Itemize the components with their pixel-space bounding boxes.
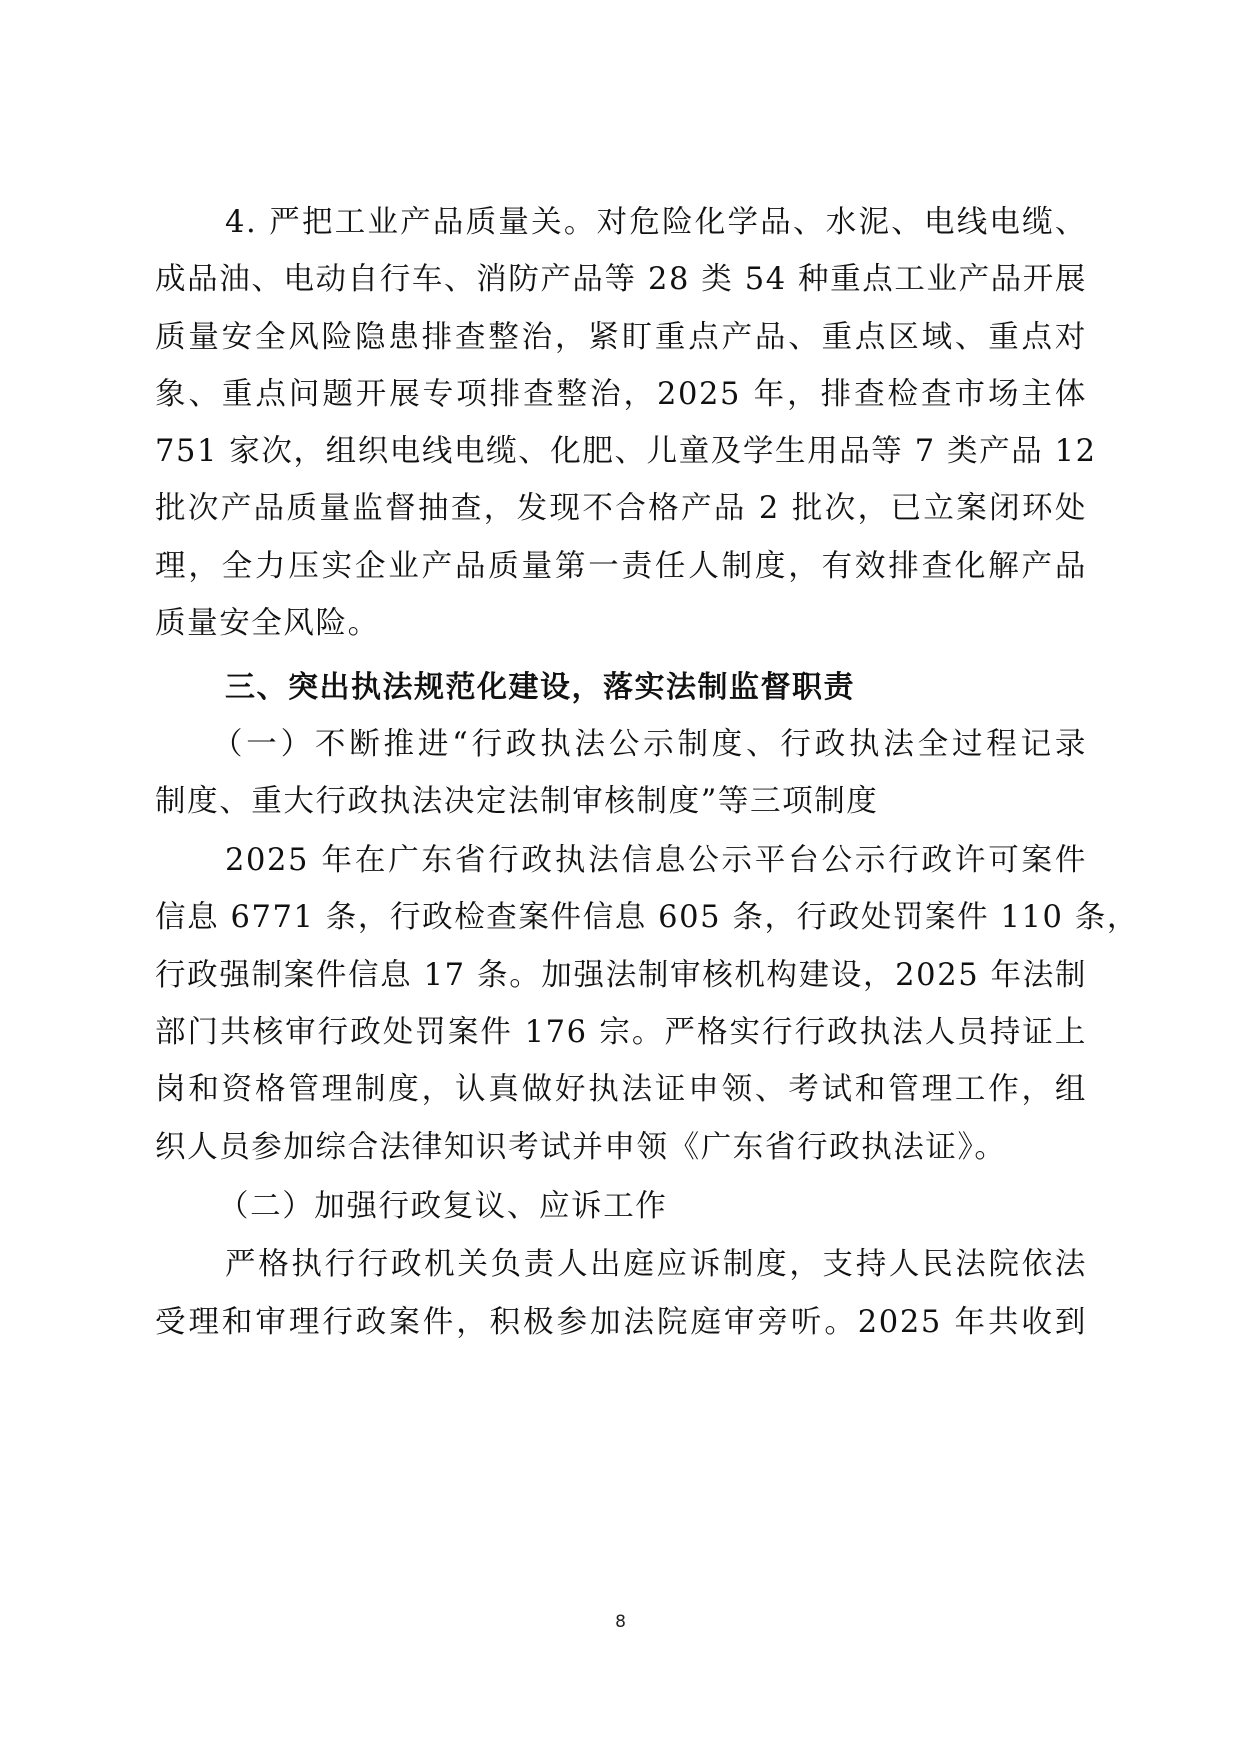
subheading-line: 制度、重大行政执法决定法制审核制度”等三项制度 <box>155 784 879 819</box>
paragraph-line: 象、重点问题开展专项排查整治，2025 年，排查检查市场主体 <box>155 377 1087 412</box>
paragraph-line: 理，全力压实企业产品质量第一责任人制度，有效排查化解产品 <box>155 549 1087 584</box>
section-heading: 三、突出执法规范化建设，落实法制监督职责 <box>225 670 855 705</box>
paragraph-line: 成品油、电动自行车、消防产品等 28 类 54 种重点工业产品开展 <box>155 262 1087 297</box>
paragraph-line: 部门共核审行政处罚案件 176 宗。严格实行行政执法人员持证上 <box>155 1015 1087 1050</box>
paragraph-line: 受理和审理行政案件，积极参加法院庭审旁听。2025 年共收到 <box>155 1305 1087 1340</box>
subheading-line: （二）加强行政复议、应诉工作 <box>218 1189 668 1224</box>
paragraph-line: 751 家次，组织电线电缆、化肥、儿童及学生用品等 7 类产品 12 <box>155 434 1097 469</box>
paragraph-line: 织人员参加综合法律知识考试并申领《广东省行政执法证》。 <box>155 1130 1007 1165</box>
subheading-line: （一）不断推进“行政执法公示制度、行政执法全过程记录 <box>212 727 1087 762</box>
page-number: 8 <box>615 1612 626 1632</box>
paragraph-line: 2025 年在广东省行政执法信息公示平台公示行政许可案件 <box>225 843 1087 878</box>
paragraph-line: 4. 严把工业产品质量关。对危险化学品、水泥、电线电缆、 <box>225 205 1087 240</box>
paragraph-line: 信息 6771 条，行政检查案件信息 605 条，行政处罚案件 110 条， <box>155 900 1140 935</box>
paragraph-line: 批次产品质量监督抽查，发现不合格产品 2 批次，已立案闭环处 <box>155 491 1087 526</box>
paragraph-line: 行政强制案件信息 17 条。加强法制审核机构建设，2025 年法制 <box>155 958 1087 993</box>
paragraph-line: 质量安全风险隐患排查整治，紧盯重点产品、重点区域、重点对 <box>155 320 1087 355</box>
paragraph-line: 质量安全风险。 <box>155 606 380 641</box>
paragraph-line: 岗和资格管理制度，认真做好执法证申领、考试和管理工作，组 <box>155 1072 1087 1107</box>
paragraph-line: 严格执行行政机关负责人出庭应诉制度，支持人民法院依法 <box>225 1247 1087 1282</box>
